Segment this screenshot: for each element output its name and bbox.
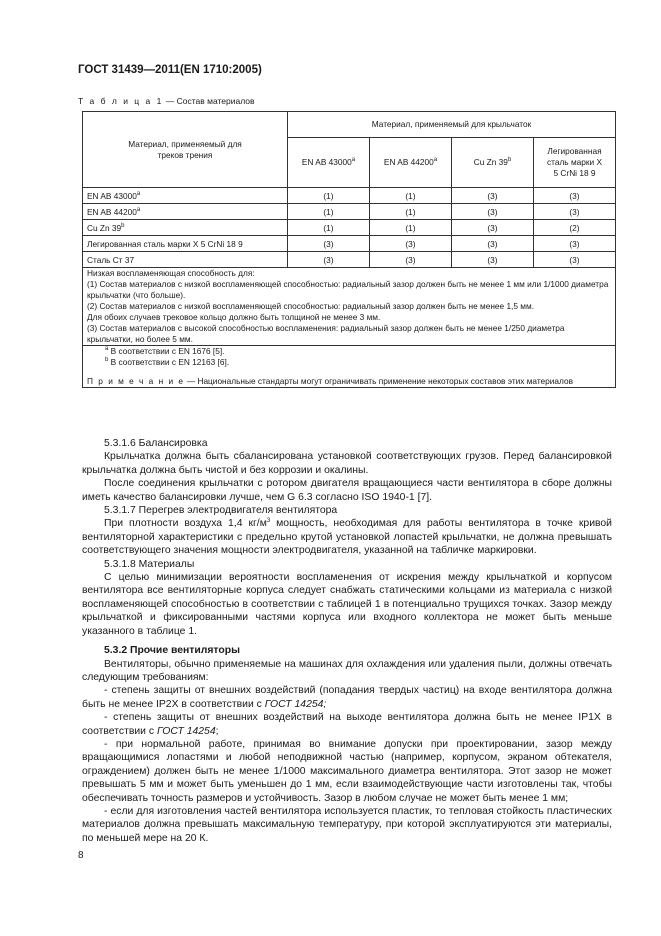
table-cell: (1): [288, 188, 370, 204]
document-body: [82, 437, 612, 845]
table-caption-prefix: Т а б л и ц а 1: [78, 96, 164, 106]
table-cell: (3): [370, 252, 452, 268]
bullet-item: - степень защиты от внешних воздействий на выходе вентилятора должна быть не менее IP1X в соответствии с ГОСТ 14254;: [82, 712, 612, 737]
table-cell: (1): [370, 204, 452, 220]
footnote: $^a$ В соответствии с EN 1676 [5].: [105, 346, 225, 356]
row-label: EN AB 43000$^a$: [83, 188, 288, 204]
section-title-532: 5.3.2 Прочие вентиляторы: [104, 645, 240, 657]
bullet-item: - степень защиты от внешних воздействий (попадания твердых частиц) на входе вентилятора должна быть не менее IP2X в соответствии с ГОСТ 14254;: [82, 685, 612, 710]
table-caption-text: — Состав материалов: [163, 96, 255, 106]
footnote: $^b$ В соответствии с EN 12163 [6].: [105, 357, 230, 367]
table-footnotes: [83, 346, 616, 388]
row-label: Сталь Ст 37: [83, 252, 288, 268]
paragraph: После соединения крыльчатки с ротором двигателя вращающиеся части вентилятора в сборе должны иметь качество балансировки лучше, чем G 6.3 согласно ISO 1940-1 [7].: [82, 478, 612, 503]
bullet-item: - если для изготовления частей вентилятора используется пластик, то тепловая стойкость пластических материалов должна превышать максимальную температуру, при которой эксплуатируются эти материалы, по меньшей мере на 20 К.: [82, 805, 612, 844]
table-remark: П р и м е ч а н и е — Национальные стандарты могут ограничивать применение некоторых составов этих материалов: [87, 376, 573, 386]
table-row: [83, 220, 616, 236]
table-cell: (1): [288, 204, 370, 220]
col-header: EN AB 44200$^a$: [370, 138, 452, 188]
group-header-impeller: Материал, применяемый для крыльчаток: [288, 112, 616, 138]
note-line: Низкая воспламеняющая способность для:: [87, 268, 255, 278]
table-cell: (3): [370, 236, 452, 252]
note-line: (1) Состав материалов с низкой воспламеняющей способностью: радиальный зазор должен быть не менее 1 мм или 1/1000 диаметра крыльчатки (что больше).: [87, 279, 609, 300]
paragraph: Вентиляторы, обычно применяемые на машинах для охлаждения или удаления пыли, должны отвечать следующим требованиям:: [82, 658, 612, 683]
table-cell: (1): [370, 220, 452, 236]
col-header-friction-track: Материал, применяемый для треков трения: [83, 112, 288, 188]
table-cell: (3): [534, 188, 616, 204]
section-title-5316: 5.3.1.6 Балансировка: [104, 438, 208, 449]
materials-table: [82, 111, 616, 388]
table-cell: (3): [534, 252, 616, 268]
paragraph: С целью минимизации вероятности воспламенения от искрения между крыльчаткой и корпусом вентилятора все вентиляторные корпуса следует снабжать статическими кольцами из материала с низкой воспламеняющей способностью в соответствии с таблицей 1 в потенциально трущихся точках. Зазор между крыльчаткой и фиксированными частями корпуса или входного коллектора не может быть меньше указанного в таблице 1.: [82, 572, 612, 637]
table-notes: [83, 268, 616, 346]
table-cell: (3): [452, 188, 534, 204]
table-cell: (3): [452, 252, 534, 268]
page-number: 8: [78, 850, 84, 861]
row-label: EN AB 44200$^a$: [83, 204, 288, 220]
note-line: (3) Состав материалов с высокой способностью воспламенения: радиальный зазор должен быть не менее 1/250 диаметра крыльчатки, но более 5 мм.: [87, 323, 565, 344]
note-line: (2) Состав материалов с низкой воспламеняющей способностью: радиальный зазор должен быть не менее 1,5 мм.: [87, 301, 534, 311]
table-cell: (2): [534, 220, 616, 236]
table-cell: (3): [288, 252, 370, 268]
paragraph: При плотности воздуха 1,4 $кг/м^3$ мощность, необходимая для работы вентилятора в точке кривой вентиляторной характеристики с предельно крутой установкой лопастей крыльчатки, не должна превышать соответствующего значения мощности электродвигателя, указанной на табличке маркировки.: [82, 518, 612, 557]
table-cell: (1): [370, 188, 452, 204]
table-cell: (3): [452, 204, 534, 220]
table-row: [83, 204, 616, 220]
row-label: Cu Zn 39$^b$: [83, 220, 288, 236]
col-header: Легированная сталь марки X 5 CrNi 18 9: [534, 138, 616, 188]
section-title-5317: 5.3.1.7 Перегрев электродвигателя вентилятора: [104, 505, 338, 517]
note-line: Для обоих случаев трековое кольцо должно быть толщиной не менее 3 мм.: [87, 312, 381, 322]
table-cell: (1): [288, 220, 370, 236]
table-cell: (3): [534, 236, 616, 252]
row-label: Легированная сталь марки X 5 CrNi 18 9: [83, 236, 288, 252]
paragraph: Крыльчатка должна быть сбалансирована установкой соответствующих грузов. Перед балансировкой крыльчатка должна быть чистой и без коррозии и окалины.: [82, 451, 612, 476]
table-cell: (3): [452, 236, 534, 252]
col-header: EN AB 43000$^a$: [288, 138, 370, 188]
table-row: [83, 188, 616, 204]
col-header: Cu Zn 39$^b$: [452, 138, 534, 188]
table-cell: (3): [534, 204, 616, 220]
table-cell: (3): [452, 220, 534, 236]
table-cell: (3): [288, 236, 370, 252]
table-caption: [78, 96, 255, 106]
table-row: [83, 252, 616, 268]
document-header: ГОСТ 31439—2011(EN 1710:2005): [78, 64, 262, 76]
bullet-item: - при нормальной работе, принимая во внимание допуски при проектировании, зазор между вращающимися лопастями и любой неподвижной частью (например, корпусом, экраном обтекателя, ограждением) должен быть не менее 1/1000 максимального диаметра вентилятора. Этот зазор не может превышать 5 мм и может быть уменьшен до 1 мм, если взаимодействующие части изготовлены так, чтобы обеспечивать точность размеров и устойчивость. Зазор в любом случае не может быть менее 1 мм;: [82, 738, 612, 804]
section-title-5318: 5.3.1.8 Материалы: [104, 558, 195, 570]
table-row: [83, 236, 616, 252]
